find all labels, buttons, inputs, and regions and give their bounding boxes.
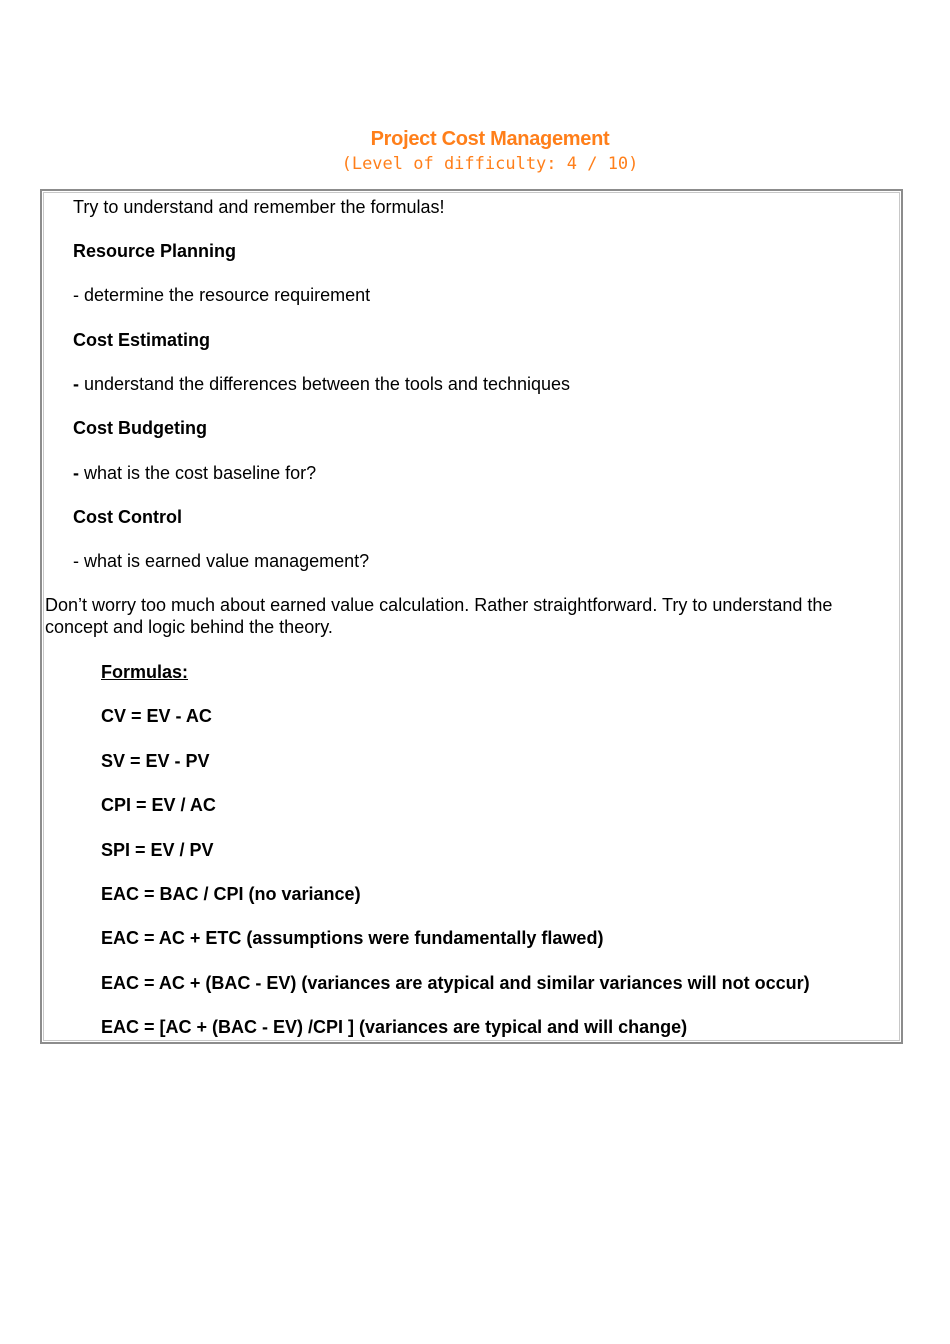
formula-line: EAC = AC + (BAC - EV) (variances are atypical and similar variances will not occur) — [101, 973, 810, 993]
detail-text: determine the resource requirement — [79, 285, 371, 305]
dash: - — [73, 285, 79, 305]
formula-line: SV = EV - PV — [101, 751, 210, 771]
detail-text: understand the differences between the tools and techniques — [79, 374, 571, 394]
intro-text: Try to understand and remember the formulas! — [73, 197, 445, 217]
formula-line: EAC = AC + ETC (assumptions were fundamentally flawed) — [101, 928, 604, 948]
earned-value-note: Don’t worry too much about earned value calculation. Rather straightforward. Try to understand the concept and logic behind the theory. — [45, 595, 833, 637]
dash: - — [73, 374, 79, 394]
section-detail-cost-control — [73, 550, 369, 572]
detail-text: what is the cost baseline for? — [79, 463, 317, 483]
section-heading-cost-control: Cost Control — [73, 507, 182, 527]
page-title: Project Cost Management — [370, 128, 610, 150]
detail-text: what is earned value management? — [79, 551, 370, 571]
formulas-heading: Formulas: — [101, 662, 189, 682]
difficulty-subtitle: (Level of difficulty: 4 / 10) — [341, 154, 639, 174]
formula-line: EAC = [AC + (BAC - EV) /CPI ] (variances are typical and will change) — [101, 1017, 688, 1037]
dash: - — [73, 551, 79, 571]
section-detail-resource-planning — [73, 284, 370, 306]
dash: - — [73, 463, 79, 483]
section-heading-cost-estimating: Cost Estimating — [73, 330, 211, 350]
formula-line: CV = EV - AC — [101, 706, 212, 726]
formula-line: SPI = EV / PV — [101, 840, 214, 860]
section-heading-resource-planning: Resource Planning — [73, 241, 237, 261]
section-heading-cost-budgeting: Cost Budgeting — [73, 418, 207, 438]
formula-line: CPI = EV / AC — [101, 795, 216, 815]
section-detail-cost-budgeting — [73, 462, 316, 484]
section-detail-cost-estimating — [73, 373, 570, 395]
formula-line: EAC = BAC / CPI (no variance) — [101, 884, 361, 904]
